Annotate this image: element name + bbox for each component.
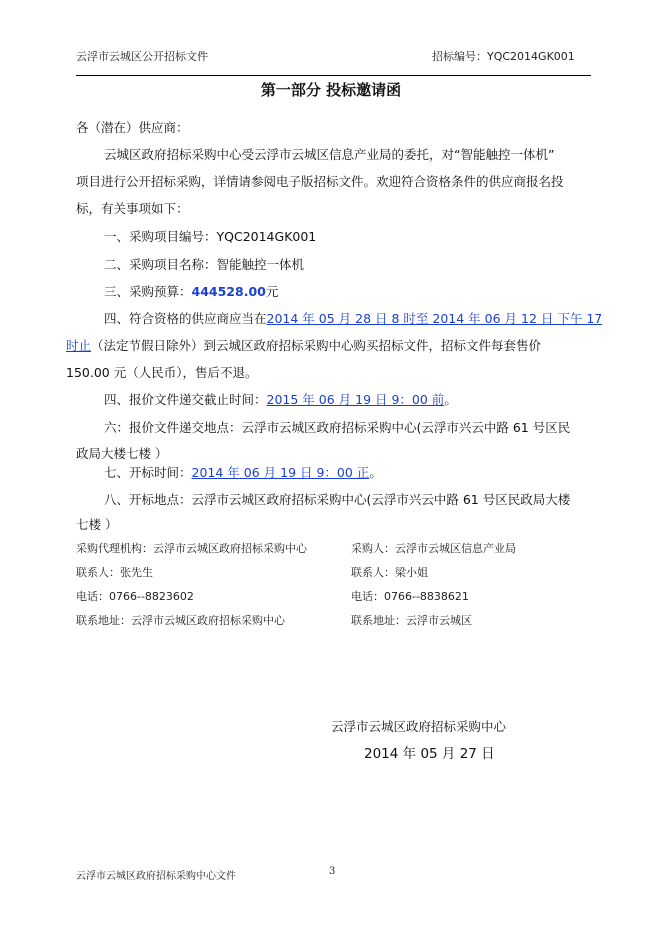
item-sale-label: 四、符合资格的供应商应当在: [104, 311, 267, 326]
item-sale-line-3: 150.00 元（人民币），售后不退。: [66, 365, 258, 380]
item-budget-label: 三、采购预算：: [104, 284, 192, 299]
item-project-name: 二、采购项目名称：智能触控一体机: [104, 257, 305, 272]
item-opening-end: 。: [369, 465, 382, 480]
item-opening-location-2: 七楼 ）: [76, 517, 118, 532]
contact-purchaser: 采购人：云浮市云城区信息产业局: [351, 542, 516, 555]
contact-agency: 采购代理机构：云浮市云城区政府招标采购中心: [76, 542, 307, 555]
intro-line-3: 标，有关事项如下：: [76, 201, 189, 216]
header-left: 云浮市云城区公开招标文件: [76, 50, 208, 63]
item-deadline-label: 四、报价文件递交截止时间：: [104, 392, 267, 407]
item-sale-line-2: [66, 336, 541, 354]
item-sale-period: [104, 309, 602, 327]
page-title: 第一部分 投标邀请函: [260, 81, 402, 99]
item-sale-period-end[interactable]: 时止: [66, 338, 92, 353]
item-sale-rest: （法定节假日除外）到云城区政府招标采购中心购买招标文件，招标文件每套售价: [91, 338, 542, 353]
item-budget-unit: 元: [265, 284, 279, 299]
contact-purchaser-address: 联系地址：云浮市云城区: [351, 614, 472, 627]
item-opening-location-1: 八、开标地点：云浮市云城区政府招标采购中心(云浮市兴云中路 61 号区民政局大楼: [104, 492, 571, 507]
contact-purchaser-person: 联系人：梁小姐: [351, 566, 428, 579]
item-submit-location-1: 六：报价文件递交地点：云浮市云城区政府招标采购中心(云浮市兴云中路 61 号区民: [104, 420, 571, 435]
item-deadline-value[interactable]: 2015 年 06 月 19 日 9：00 前: [266, 392, 445, 407]
item-opening-label: 七、开标时间：: [104, 465, 192, 480]
item-deadline-end: 。: [444, 392, 457, 407]
item-sale-period-link[interactable]: 2014 年 05 月 28 日 8 时至 2014 年 06 月 12 日 下午 17: [266, 311, 603, 326]
item-deadline: [104, 390, 457, 408]
salutation: 各（潜在）供应商：: [76, 120, 189, 135]
contact-agency-address: 联系地址：云浮市云城区政府招标采购中心: [76, 614, 285, 627]
contact-agency-person: 联系人：张先生: [76, 566, 153, 579]
intro-line-2: 项目进行公开招标采购，详情请参阅电子版招标文件。欢迎符合资格条件的供应商报名投: [76, 174, 564, 189]
item-submit-location-2: 政局大楼七楼 ）: [76, 446, 168, 461]
item-project-number: 一、采购项目编号：YQC2014GK001: [104, 229, 317, 244]
item-opening-time: [104, 463, 382, 481]
contact-agency-phone: 电话：0766--8823602: [76, 590, 194, 603]
signature-date: 2014 年 05 月 27 日: [364, 746, 495, 762]
item-opening-value[interactable]: 2014 年 06 月 19 日 9：00 正: [191, 465, 370, 480]
footer-left: 云浮市云城区政府招标采购中心文件: [76, 871, 236, 882]
item-budget: [104, 282, 278, 300]
header-rule: [76, 75, 591, 76]
page-number: 3: [329, 866, 336, 877]
signature-org: 云浮市云城区政府招标采购中心: [331, 719, 507, 734]
header-right: 招标编号：YQC2014GK001: [432, 50, 575, 63]
item-budget-value: 444528.00: [191, 284, 266, 299]
intro-line-1: 云城区政府招标采购中心受云浮市云城区信息产业局的委托，对“智能触控一体机”: [104, 147, 555, 162]
contact-purchaser-phone: 电话：0766--8838621: [351, 590, 469, 603]
